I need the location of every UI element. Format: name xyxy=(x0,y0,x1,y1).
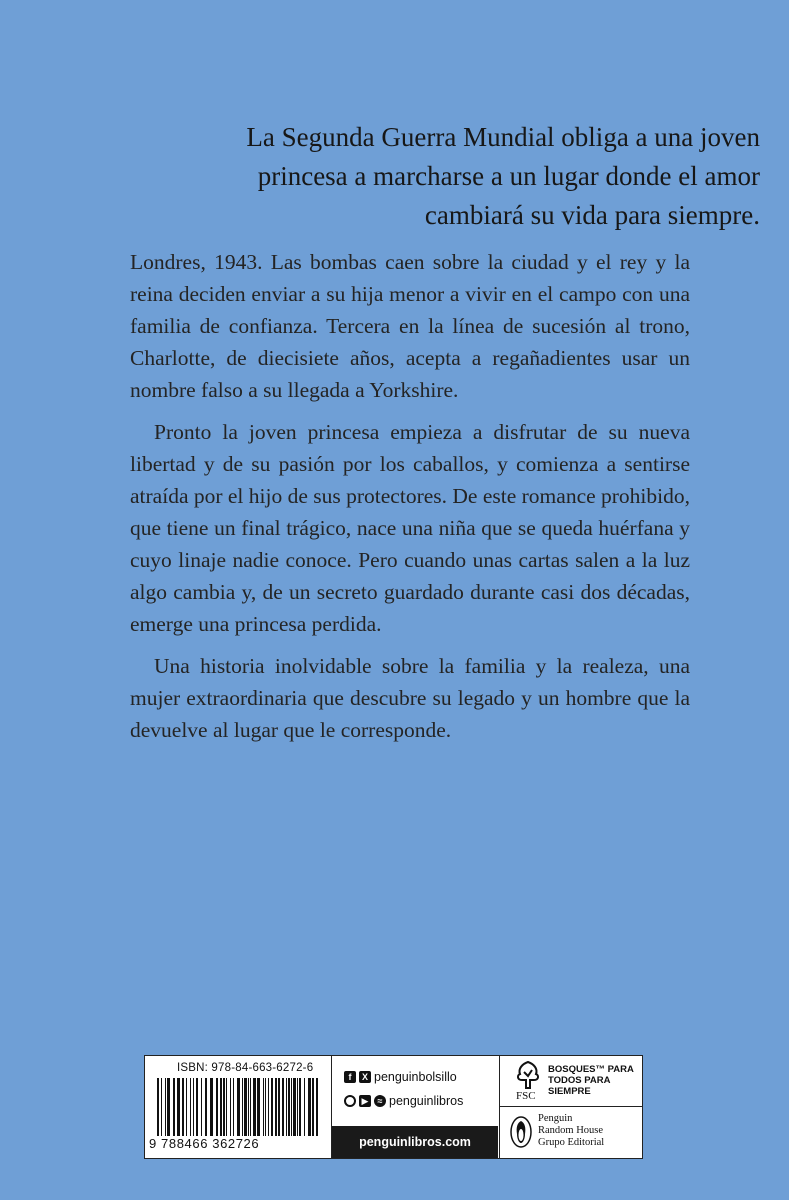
barcode-digits: 9 788466 362726 xyxy=(149,1136,260,1151)
barcode-icon xyxy=(155,1078,321,1136)
social-handle: penguinbolsillo xyxy=(374,1070,457,1084)
fsc-text: BOSQUES™ PARA TODOS PARA SIEMPRE xyxy=(548,1064,634,1097)
fsc-label: FSC xyxy=(516,1090,536,1102)
website-label: penguinlibros.com xyxy=(332,1126,498,1158)
instagram-icon xyxy=(344,1095,356,1107)
back-cover-info-box xyxy=(144,1055,643,1159)
social-panel xyxy=(332,1056,500,1158)
fsc-panel xyxy=(500,1056,642,1107)
publisher-panel xyxy=(500,1107,642,1158)
synopsis xyxy=(130,246,690,756)
isbn-label: ISBN: 978-84-663-6272-6 xyxy=(177,1062,314,1074)
penguin-logo-icon xyxy=(510,1116,532,1148)
fsc-tree-icon xyxy=(512,1060,544,1090)
x-icon: X xyxy=(359,1071,371,1083)
synopsis-paragraph: Londres, 1943. Las bombas caen sobre la ciudad y el rey y la reina deciden enviar a su hija menor a vivir en el campo con una familia de confianza. Tercera en la línea de sucesión al trono, Charlotte, de diecisiete años, acepta a regañadientes usar un nombre falso a su llegada a Yorkshire. xyxy=(130,250,690,402)
youtube-icon: ▶ xyxy=(359,1095,371,1107)
social-row-libros xyxy=(344,1094,463,1108)
synopsis-paragraph: Pronto la joven princesa empieza a disfrutar de su nueva libertad y de su pasión por los caballos, y comienza a sentirse atraída por el hijo de sus protectores. De este romance prohibido, que tiene un final trágico, nace una niña que se queda huérfana y cuyo linaje nadie conoce. Pero cuando unas cartas salen a la luz algo cambia y, de un secreto guardado durante casi dos décadas, emerge una princesa perdida. xyxy=(130,420,691,636)
tagline: La Segunda Guerra Mundial obliga a una joven princesa a marcharse a un lugar donde el amor cambiará su vida para siempre. xyxy=(246,122,760,230)
spotify-icon: ≈ xyxy=(374,1095,386,1107)
barcode-panel xyxy=(145,1056,332,1158)
social-handle: penguinlibros xyxy=(389,1094,464,1108)
social-row-bolsillo xyxy=(344,1070,457,1084)
synopsis-paragraph: Una historia inolvidable sobre la familia y la realeza, una mujer extraordinaria que descubre su legado y un hombre que la devuelve al lugar que le corresponde. xyxy=(130,654,690,742)
publisher-name: Penguin Random House Grupo Editorial xyxy=(538,1113,605,1148)
facebook-icon: f xyxy=(344,1071,356,1083)
